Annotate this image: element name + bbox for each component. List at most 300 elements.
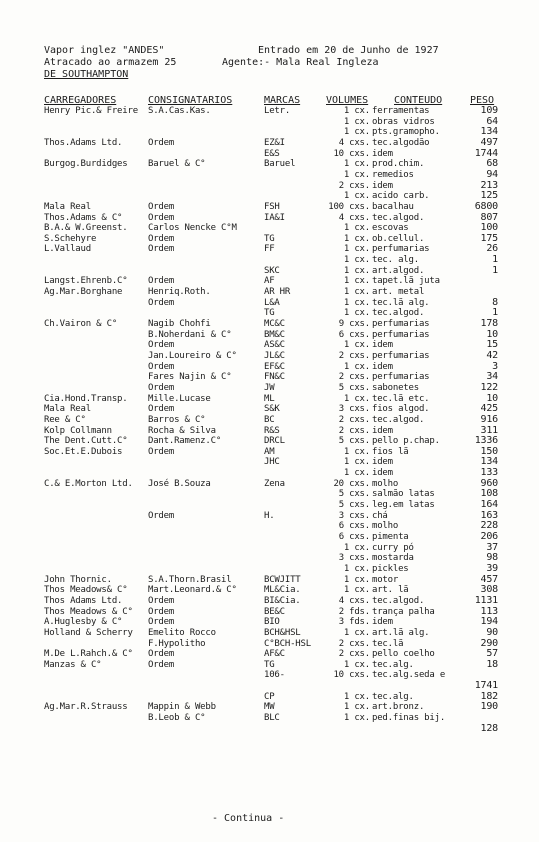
consignee-cell: Ordem <box>148 297 175 308</box>
consignee-cell: Ordem <box>148 659 175 670</box>
contents-cell: ped.finas bij. <box>372 713 446 724</box>
consignee-cell: Ordem <box>148 617 175 628</box>
marks-cell: MC&C <box>264 319 285 329</box>
weight-cell: 425 <box>480 403 498 415</box>
ship-name: Vapor inglez "ANDES" <box>44 45 165 56</box>
marks-cell: BM&C <box>264 329 285 340</box>
weight-cell: 164 <box>480 499 498 511</box>
shipper-cell: Mala Real <box>44 404 91 415</box>
shipper-cell: Soc.Et.E.Dubois <box>44 446 123 457</box>
manifest-row <box>0 596 539 606</box>
marks-cell: ML <box>264 393 275 404</box>
consignee-cell: S.A.Cas.Kas. <box>148 106 211 116</box>
berth: Atracado ao armazem 25 <box>44 57 177 68</box>
volumes-cell: 4 cxs. <box>338 595 370 606</box>
volumes-cell: 1 cx. <box>343 361 370 372</box>
consignee-cell: Nagib Chohfi <box>148 319 211 329</box>
shipper-cell: Manzas & C° <box>44 659 102 670</box>
weight-cell: 113 <box>480 605 498 617</box>
contents-cell: chá <box>372 510 388 521</box>
shipper-cell: M.De L.Rahch.& C° <box>44 649 133 660</box>
marks-cell: R&S <box>264 425 280 436</box>
contents-cell: tec.lã etc. <box>372 393 430 404</box>
contents-cell: bacalhau <box>372 201 414 212</box>
marks-cell: ML&Cia. <box>264 585 301 596</box>
contents-cell: idem <box>372 340 393 351</box>
marks-cell: JL&C <box>264 350 285 361</box>
contents-cell: idem <box>372 457 393 468</box>
volumes-cell: 1 cx. <box>343 127 370 138</box>
volumes-cell: 1 cx. <box>343 297 370 308</box>
manifest-row <box>0 660 539 670</box>
manifest-row <box>0 617 539 627</box>
weight-cell: 37 <box>486 541 498 553</box>
manifest-row <box>0 223 539 233</box>
manifest-row <box>0 511 539 521</box>
volumes-cell: 1 cx. <box>343 542 370 553</box>
contents-cell: molho <box>372 478 399 489</box>
col-header-contents: CONTEUDO <box>394 95 443 106</box>
volumes-cell: 6 cxs. <box>338 521 370 532</box>
manifest-row <box>0 489 539 499</box>
consignee-cell: Ordem <box>148 510 175 521</box>
volumes-cell: 10 cxs. <box>333 148 370 159</box>
contents-cell: art.lã alg. <box>372 627 430 638</box>
weight-cell: 178 <box>480 318 498 329</box>
marks-cell: BIO <box>264 617 280 628</box>
volumes-cell: 1 cx. <box>343 563 370 574</box>
volumes-cell: 1 cx. <box>343 457 370 468</box>
weight-cell: 960 <box>480 477 498 489</box>
col-header-marks: MARCAS <box>264 95 301 106</box>
continued-note: - Continua - <box>212 813 285 824</box>
manifest-row <box>0 255 539 265</box>
volumes-cell: 1 cx. <box>343 691 370 702</box>
manifest-row <box>0 564 539 574</box>
volumes-cell: 3 cxs. <box>338 404 370 415</box>
volumes-cell: 1 cx. <box>343 393 370 404</box>
consignee-cell: Ordem <box>148 606 175 617</box>
weight-cell: 194 <box>480 616 498 628</box>
contents-cell: pickles <box>372 563 409 574</box>
manifest-row <box>0 457 539 467</box>
volumes-cell: 2 cxs. <box>338 180 370 191</box>
weight-cell: 122 <box>480 381 498 393</box>
contents-cell: perfumarias <box>372 329 430 340</box>
manifest-row <box>0 724 539 734</box>
consignee-cell: Henriq.Roth. <box>148 287 211 298</box>
weight-cell: 1 <box>492 264 498 276</box>
manifest-row <box>0 340 539 350</box>
weight-cell: 134 <box>480 126 498 138</box>
volumes-cell: 1 cx. <box>343 233 370 244</box>
contents-cell: curry pó <box>372 542 414 553</box>
contents-cell: ferramentas <box>372 106 430 116</box>
manifest-row <box>0 330 539 340</box>
contents-cell: tec.lã alg. <box>372 297 430 308</box>
weight-cell: 228 <box>480 520 498 532</box>
volumes-cell: 1 cx. <box>343 308 370 319</box>
arrival-date: Entrado em 20 de Junho de 1927 <box>258 45 439 56</box>
shipper-cell: Holland & Scherry <box>44 627 133 638</box>
marks-cell: JW <box>264 382 275 393</box>
weight-cell: 807 <box>480 211 498 223</box>
contents-cell: mostarda <box>372 553 414 564</box>
marks-cell: H. <box>264 510 275 521</box>
weight-cell: 15 <box>486 339 498 351</box>
shipper-cell: Mala Real <box>44 201 91 212</box>
manifest-row <box>0 649 539 659</box>
volumes-cell: 1 cx. <box>343 446 370 457</box>
volumes-cell: 2 cxs. <box>338 414 370 425</box>
weight-cell: 182 <box>480 690 498 702</box>
manifest-row <box>0 244 539 254</box>
weight-cell: 6800 <box>474 200 498 212</box>
volumes-cell: 1 cx. <box>343 265 370 276</box>
volumes-cell: 1 cx. <box>343 169 370 180</box>
shipper-cell: C.& E.Morton Ltd. <box>44 478 133 489</box>
contents-cell: pello p.chap. <box>372 436 440 447</box>
volumes-cell: 1 cx. <box>343 340 370 351</box>
marks-cell: AM <box>264 446 275 457</box>
manifest-row <box>0 607 539 617</box>
weight-cell: 94 <box>486 168 498 180</box>
contents-cell: pello coelho <box>372 649 435 660</box>
shipper-cell: Burgog.Burdidges <box>44 159 128 170</box>
volumes-cell: 4 cxs. <box>338 137 370 148</box>
shipper-cell: B.A.& W.Greenst. <box>44 223 128 234</box>
marks-cell: L&A <box>264 297 280 308</box>
weight-cell: 497 <box>480 136 498 148</box>
weight-cell: 1336 <box>474 435 498 447</box>
consignee-cell: Ordem <box>148 446 175 457</box>
weight-cell: 206 <box>480 531 498 542</box>
contents-cell: obras vidros <box>372 116 435 127</box>
contents-cell: fios lã <box>372 446 409 457</box>
col-header-shippers: CARREGADORES <box>44 95 117 106</box>
weight-cell: 150 <box>480 445 498 457</box>
contents-cell: acido carb. <box>372 191 430 202</box>
consignee-cell: Ordem <box>148 276 175 287</box>
contents-cell: salmão latas <box>372 489 435 500</box>
contents-cell: perfumarias <box>372 350 430 361</box>
consignee-cell: Mart.Leonard.& C° <box>148 585 237 596</box>
weight-cell: 57 <box>486 648 498 660</box>
weight-cell: 1744 <box>474 147 498 159</box>
manifest-row <box>0 138 539 148</box>
shipper-cell: Thos.Adams Ltd. <box>44 137 123 148</box>
volumes-cell: 1 cx. <box>343 223 370 234</box>
col-header-weight: PESO <box>470 95 495 106</box>
weight-cell: 1131 <box>474 594 498 606</box>
weight-cell: 190 <box>480 701 498 713</box>
shipper-cell: Thos Adams Ltd. <box>44 595 123 606</box>
manifest-row <box>0 692 539 702</box>
volumes-cell: 5 cxs. <box>338 382 370 393</box>
volumes-cell: 4 cxs. <box>338 212 370 223</box>
volumes-cell: 1 cx. <box>343 585 370 596</box>
manifest-row <box>0 202 539 212</box>
manifest-row <box>0 447 539 457</box>
volumes-cell: 5 cxs. <box>338 489 370 500</box>
manifest-row <box>0 426 539 436</box>
manifest-row <box>0 117 539 127</box>
contents-cell: art. lã <box>372 585 409 596</box>
contents-cell: tapet.lã juta <box>372 276 440 287</box>
manifest-row <box>0 394 539 404</box>
marks-cell: BCH&HSL <box>264 627 301 638</box>
consignee-cell: Ordem <box>148 233 175 244</box>
contents-cell: escovas <box>372 223 409 234</box>
shipper-cell: Ch.Vairon & C° <box>44 319 118 329</box>
volumes-cell: 5 cxs. <box>338 500 370 511</box>
contents-cell: molho <box>372 521 399 532</box>
shipper-cell: Henry Pic.& Freire <box>44 106 138 116</box>
manifest-row <box>0 404 539 414</box>
contents-cell: motor <box>372 574 399 585</box>
contents-cell: ob.cellul. <box>372 233 425 244</box>
contents-cell: idem <box>372 180 393 191</box>
manifest-row <box>0 585 539 595</box>
volumes-cell: 100 cxs. <box>328 201 370 212</box>
manifest-row <box>0 468 539 478</box>
manifest-row <box>0 213 539 223</box>
manifest-row <box>0 159 539 169</box>
weight-cell: 163 <box>480 509 498 521</box>
volumes-cell: 2 cxs. <box>338 649 370 660</box>
contents-cell: pimenta <box>372 532 409 542</box>
volumes-cell: 9 cxs. <box>338 319 370 329</box>
shipper-cell: Ree & C° <box>44 414 86 425</box>
consignee-cell: Ordem <box>148 137 175 148</box>
shipper-cell: Thos.Adams & C° <box>44 212 123 223</box>
contents-cell: tec.algodão <box>372 137 430 148</box>
volumes-cell: 3 fds. <box>338 617 370 628</box>
marks-cell: MW <box>264 702 275 713</box>
volumes-cell: 10 cxs. <box>333 670 370 681</box>
volumes-cell: 1 cx. <box>343 159 370 170</box>
marks-cell: C°BCH-HSL <box>264 638 311 649</box>
volumes-cell: 1 cx. <box>343 244 370 255</box>
weight-cell: 133 <box>480 467 498 479</box>
weight-cell: 26 <box>486 243 498 255</box>
marks-cell: FSH <box>264 201 280 212</box>
marks-cell: BC <box>264 414 275 425</box>
contents-cell: perfumarias <box>372 244 430 255</box>
contents-cell: tec.algod. <box>372 212 425 223</box>
marks-cell: BI&Cia. <box>264 595 301 606</box>
consignee-cell: Rocha & Silva <box>148 425 216 436</box>
volumes-cell: 3 cxs. <box>338 553 370 564</box>
weight-cell: 213 <box>480 179 498 191</box>
weight-cell: 290 <box>480 637 498 649</box>
contents-cell: art.bronz. <box>372 702 425 713</box>
manifest-row <box>0 170 539 180</box>
shipper-cell: S.Schehyre <box>44 233 97 244</box>
col-header-volumes: VOLUMES <box>326 95 369 106</box>
contents-cell: tec.algod. <box>372 308 425 319</box>
consignee-cell: Mille.Lucase <box>148 393 211 404</box>
contents-cell: perfumarias <box>372 372 430 383</box>
volumes-cell: 2 cxs. <box>338 425 370 436</box>
manifest-row <box>0 479 539 489</box>
contents-cell: idem <box>372 361 393 372</box>
manifest-row <box>0 372 539 382</box>
volumes-cell: 3 cxs. <box>338 510 370 521</box>
manifest-row <box>0 628 539 638</box>
volumes-cell: 1 cx. <box>343 116 370 127</box>
contents-cell: remedios <box>372 169 414 180</box>
marks-cell: 106- <box>264 670 285 681</box>
consignee-cell: Ordem <box>148 404 175 415</box>
manifest-row <box>0 319 539 329</box>
manifest-row <box>0 298 539 308</box>
contents-cell: trança palha <box>372 606 435 617</box>
manifest-row <box>0 287 539 297</box>
contents-cell: tec.alg.seda e <box>372 670 446 681</box>
consignee-cell: Ordem <box>148 649 175 660</box>
weight-cell: 34 <box>486 371 498 383</box>
weight-cell: 8 <box>492 296 498 308</box>
consignee-cell: Carlos Nencke C°M <box>148 223 237 234</box>
manifest-row <box>0 266 539 276</box>
consignee-cell: Mappin & Webb <box>148 702 216 713</box>
shipper-cell: The Dent.Cutt.C° <box>44 436 128 447</box>
manifest-row <box>0 500 539 510</box>
shipper-cell: Ag.Mar.R.Strauss <box>44 702 128 713</box>
marks-cell: TG <box>264 659 275 670</box>
manifest-row <box>0 127 539 137</box>
consignee-cell: S.A.Thorn.Brasil <box>148 574 232 585</box>
marks-cell: DRCL <box>264 436 285 447</box>
consignee-cell: José B.Souza <box>148 478 211 489</box>
consignee-cell: Ordem <box>148 361 175 372</box>
weight-cell: 3 <box>492 360 498 372</box>
weight-cell: 10 <box>486 392 498 404</box>
shipper-cell: Cia.Hond.Transp. <box>44 393 128 404</box>
weight-cell: 128 <box>480 722 498 734</box>
weight-cell: 134 <box>480 456 498 468</box>
manifest-row <box>0 106 539 116</box>
marks-cell: AR HR <box>264 287 291 298</box>
manifest-row <box>0 543 539 553</box>
contents-cell: fios algod. <box>372 404 430 415</box>
manifest-row <box>0 383 539 393</box>
manifest-row <box>0 521 539 531</box>
col-header-consignees: CONSIGNATARIOS <box>148 95 233 106</box>
marks-cell: FN&C <box>264 372 285 383</box>
contents-cell: prod.chim. <box>372 159 425 170</box>
volumes-cell: 2 cxs. <box>338 638 370 649</box>
manifest-row <box>0 191 539 201</box>
marks-cell: IA&I <box>264 212 285 223</box>
marks-cell: Zena <box>264 478 285 489</box>
marks-cell: AF&C <box>264 649 285 660</box>
consignee-cell: Ordem <box>148 201 175 212</box>
consignee-cell: Ordem <box>148 382 175 393</box>
contents-cell: idem <box>372 148 393 159</box>
contents-cell: art. metal <box>372 287 425 298</box>
consignee-cell: Dant.Ramenz.C° <box>148 436 222 447</box>
manifest-row <box>0 532 539 542</box>
manifest-row <box>0 415 539 425</box>
marks-cell: TG <box>264 233 275 244</box>
volumes-cell: 1 cx. <box>343 255 370 266</box>
manifest-row <box>0 575 539 585</box>
weight-cell: 1 <box>492 307 498 319</box>
weight-cell: 125 <box>480 190 498 202</box>
manifest-row <box>0 181 539 191</box>
marks-cell: E&S <box>264 148 280 159</box>
volumes-cell: 20 cxs. <box>333 478 370 489</box>
shipper-cell: Kolp Collmann <box>44 425 112 436</box>
manifest-row <box>0 639 539 649</box>
contents-cell: sabonetes <box>372 382 419 393</box>
consignee-cell: Emelito Rocco <box>148 627 216 638</box>
marks-cell: Letr. <box>264 106 291 116</box>
manifest-row <box>0 553 539 563</box>
volumes-cell: 2 fds. <box>338 606 370 617</box>
consignee-cell: B.Leob & C° <box>148 713 206 724</box>
weight-cell: 68 <box>486 158 498 170</box>
weight-cell: 109 <box>480 105 498 116</box>
marks-cell: Baruel <box>264 159 296 170</box>
volumes-cell: 1 cx. <box>343 468 370 479</box>
volumes-cell: 2 cxs. <box>338 350 370 361</box>
volumes-cell: 1 cx. <box>343 702 370 713</box>
marks-cell: CP <box>264 691 275 702</box>
volumes-cell: 6 cxs. <box>338 329 370 340</box>
consignee-cell: Ordem <box>148 212 175 223</box>
volumes-cell: 2 cxs. <box>338 372 370 383</box>
volumes-cell: 1 cx. <box>343 574 370 585</box>
weight-cell: 308 <box>480 584 498 596</box>
weight-cell: 1741 <box>474 680 498 692</box>
volumes-cell: 6 cxs. <box>338 532 370 542</box>
marks-cell: AS&C <box>264 340 285 351</box>
manifest-row <box>0 670 539 680</box>
shipper-cell: A.Huglesby & C° <box>44 617 123 628</box>
manifest-row <box>0 681 539 691</box>
weight-cell: 64 <box>486 115 498 127</box>
contents-cell: tec. alg. <box>372 255 419 266</box>
manifest-row <box>0 436 539 446</box>
shipper-cell: Ag.Mar.Borghane <box>44 287 123 298</box>
volumes-cell: 1 cx. <box>343 106 370 116</box>
marks-cell: AF <box>264 276 275 287</box>
manifest-row <box>0 702 539 712</box>
shipper-cell: Langst.Ehrenb.C° <box>44 276 128 287</box>
contents-cell: tec.alg. <box>372 659 414 670</box>
marks-cell: FF <box>264 244 275 255</box>
marks-cell: SKC <box>264 265 280 276</box>
weight-cell: 90 <box>486 626 498 638</box>
weight-cell: 42 <box>486 349 498 361</box>
consignee-cell: Jan.Loureiro & C° <box>148 350 237 361</box>
consignee-cell: Ordem <box>148 340 175 351</box>
contents-cell: idem <box>372 425 393 436</box>
marks-cell: BE&C <box>264 606 285 617</box>
marks-cell: BLC <box>264 713 280 724</box>
marks-cell: BCWJITT <box>264 574 301 585</box>
weight-cell: 457 <box>480 573 498 585</box>
weight-cell: 1 <box>492 254 498 266</box>
marks-cell: EZ&I <box>264 137 285 148</box>
shipper-cell: Thos Meadows & C° <box>44 606 133 617</box>
volumes-cell: 1 cx. <box>343 659 370 670</box>
volumes-cell: 1 cx. <box>343 287 370 298</box>
consignee-cell: Ordem <box>148 244 175 255</box>
